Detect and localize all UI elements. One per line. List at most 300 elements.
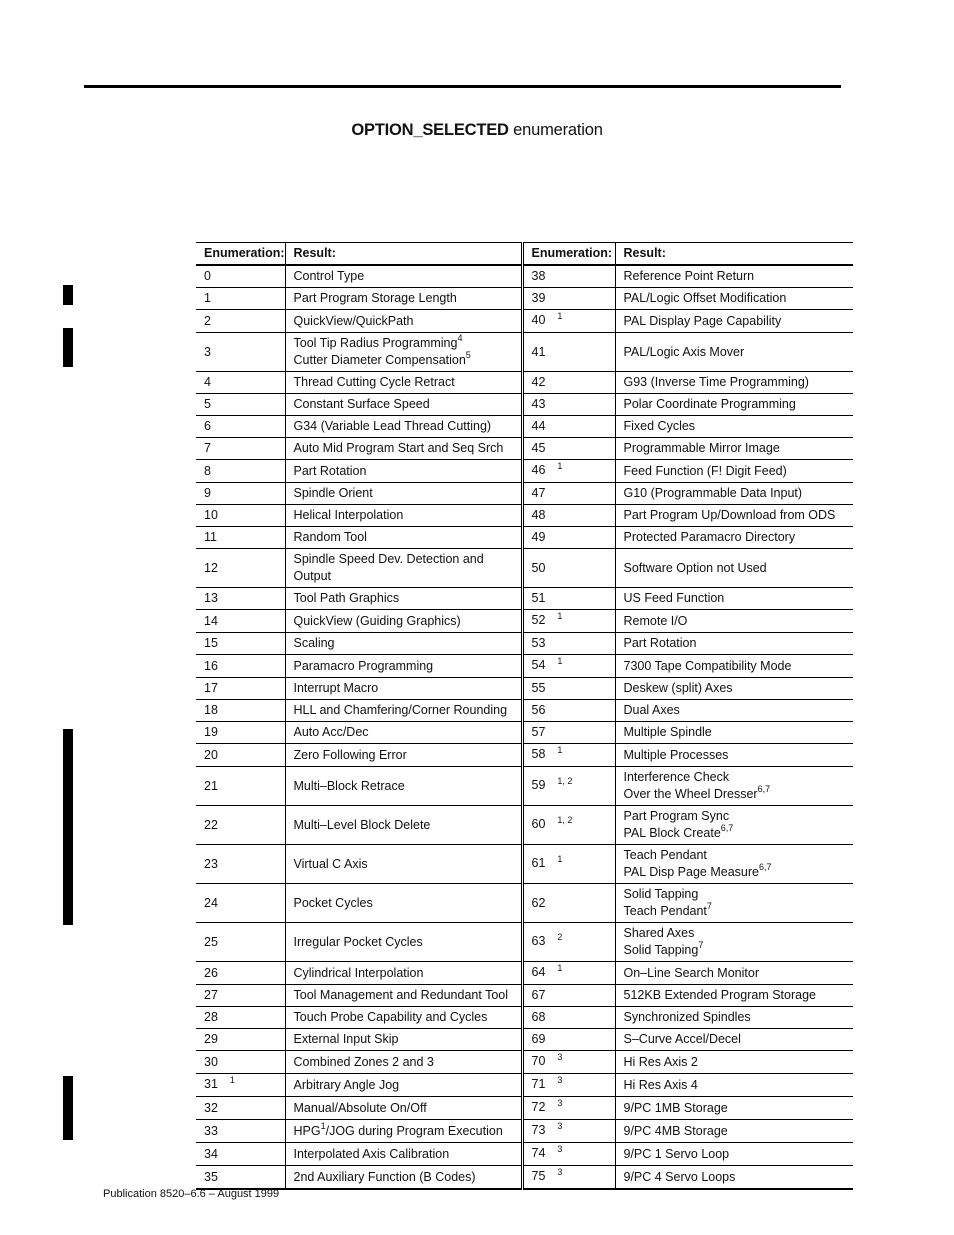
footnote-ref: 7 bbox=[706, 901, 712, 911]
enumeration-cell bbox=[196, 767, 285, 806]
result-line bbox=[294, 485, 513, 502]
enumeration-table bbox=[196, 242, 853, 1190]
result-cell bbox=[615, 806, 853, 845]
result-line bbox=[294, 1100, 513, 1117]
result-cell bbox=[285, 610, 522, 633]
result-line bbox=[624, 635, 846, 652]
result-text: Feed Function (F! Digit Feed) bbox=[623, 463, 787, 478]
enumeration-cell bbox=[196, 923, 285, 962]
result-cell bbox=[615, 527, 853, 549]
footnote-ref: 3 bbox=[557, 1075, 563, 1085]
result-cell bbox=[615, 372, 853, 394]
enumeration-cell bbox=[522, 722, 615, 744]
enumeration-cell bbox=[196, 1097, 285, 1120]
title-bold: OPTION_SELECTED bbox=[351, 121, 509, 139]
result-text: Part Program Sync bbox=[623, 809, 730, 823]
table-row bbox=[196, 588, 853, 610]
result-cell bbox=[615, 678, 853, 700]
footnote-ref: 1 bbox=[229, 1075, 235, 1085]
result-text: Teach Pendant bbox=[623, 904, 707, 918]
result-text: 9/PC 4MB Storage bbox=[623, 1123, 728, 1138]
enumeration-value: 29 bbox=[204, 1032, 218, 1046]
enumeration-value: 15 bbox=[204, 636, 218, 650]
result-cell bbox=[615, 700, 853, 722]
result-text: 9/PC 1 Servo Loop bbox=[623, 1146, 730, 1161]
footnote-ref: 1 bbox=[557, 461, 563, 471]
change-bar bbox=[63, 1076, 73, 1140]
result-line bbox=[294, 418, 513, 435]
result-cell bbox=[285, 438, 522, 460]
table-row bbox=[196, 333, 853, 372]
result-line bbox=[624, 1169, 846, 1186]
result-cell bbox=[615, 1007, 853, 1029]
enumeration-cell bbox=[522, 962, 615, 985]
enumeration-cell bbox=[196, 372, 285, 394]
result-line bbox=[624, 903, 846, 920]
result-cell bbox=[285, 1051, 522, 1074]
result-line bbox=[624, 374, 846, 391]
enumeration-cell bbox=[196, 1007, 285, 1029]
result-line bbox=[624, 290, 846, 307]
result-line bbox=[624, 1123, 846, 1140]
result-text: Part Rotation bbox=[623, 636, 697, 650]
result-text: On–Line Search Monitor bbox=[623, 965, 759, 980]
table-row bbox=[196, 527, 853, 549]
result-text: Multiple Spindle bbox=[623, 725, 712, 739]
enumeration-value: 57 bbox=[531, 725, 546, 739]
result-cell bbox=[615, 288, 853, 310]
enumeration-value: 20 bbox=[204, 747, 218, 762]
footnote-ref: 1 bbox=[320, 1120, 326, 1131]
table-row bbox=[196, 483, 853, 505]
enumeration-cell bbox=[522, 845, 615, 884]
enumeration-value: 53 bbox=[531, 636, 546, 650]
result-text: Polar Coordinate Programming bbox=[623, 397, 796, 411]
result-line bbox=[624, 268, 846, 285]
enumeration-value: 10 bbox=[204, 508, 218, 522]
enumeration-cell bbox=[196, 483, 285, 505]
result-line bbox=[624, 680, 846, 697]
result-line bbox=[624, 847, 846, 864]
result-text: Spindle Speed Dev. Detection and Output bbox=[293, 552, 484, 583]
result-cell bbox=[285, 744, 522, 767]
result-line bbox=[294, 747, 513, 764]
result-text: QuickView/QuickPath bbox=[293, 313, 414, 328]
footnote-ref: 1 bbox=[557, 611, 563, 621]
enumeration-value: 9 bbox=[204, 486, 211, 500]
page-title bbox=[0, 121, 954, 140]
publication-footer: Publication 8520–6.6 – August 1999 bbox=[103, 1188, 280, 1200]
footnote-ref: 3 bbox=[557, 1052, 563, 1062]
result-line bbox=[624, 724, 846, 741]
enumeration-cell bbox=[196, 610, 285, 633]
enumeration-value: 70 bbox=[531, 1054, 546, 1068]
enumeration-cell bbox=[522, 1143, 615, 1166]
enumeration-cell bbox=[196, 678, 285, 700]
result-text: Hi Res Axis 2 bbox=[623, 1054, 698, 1069]
table-row bbox=[196, 744, 853, 767]
result-text: QuickView (Guiding Graphics) bbox=[293, 613, 461, 628]
header-result: Result: bbox=[615, 243, 853, 266]
enumeration-value: 16 bbox=[204, 658, 218, 673]
result-text: 512KB Extended Program Storage bbox=[623, 988, 816, 1002]
table-row bbox=[196, 985, 853, 1007]
table-row bbox=[196, 678, 853, 700]
enumeration-cell bbox=[522, 1029, 615, 1051]
result-text: Part Rotation bbox=[293, 463, 367, 478]
result-cell bbox=[615, 767, 853, 806]
result-line bbox=[294, 440, 513, 457]
enumeration-value: 60 bbox=[531, 817, 546, 831]
result-line bbox=[624, 769, 846, 786]
enumeration-cell bbox=[522, 438, 615, 460]
result-text: Interrupt Macro bbox=[293, 681, 379, 695]
result-text: Fixed Cycles bbox=[623, 419, 696, 433]
result-text: Tool Path Graphics bbox=[293, 591, 400, 605]
enumeration-value: 13 bbox=[204, 591, 218, 605]
result-text: PAL Disp Page Measure bbox=[623, 865, 759, 879]
footnote-ref: 2 bbox=[557, 932, 563, 942]
footnote-ref: 6,7 bbox=[757, 784, 771, 794]
result-line bbox=[624, 1077, 846, 1094]
enumeration-value: 3 bbox=[204, 344, 211, 359]
result-text: Teach Pendant bbox=[623, 848, 707, 862]
enumeration-cell bbox=[522, 333, 615, 372]
result-text: External Input Skip bbox=[293, 1032, 399, 1046]
result-text: Deskew (split) Axes bbox=[623, 681, 733, 695]
enumeration-cell bbox=[522, 655, 615, 678]
enumeration-value: 33 bbox=[204, 1123, 218, 1138]
enumeration-cell bbox=[196, 333, 285, 372]
enumeration-value: 0 bbox=[204, 269, 211, 283]
result-line bbox=[294, 374, 513, 391]
result-line bbox=[624, 418, 846, 435]
result-cell bbox=[285, 655, 522, 678]
result-text: Multi–Level Block Delete bbox=[293, 817, 431, 832]
result-line bbox=[294, 396, 513, 413]
result-line bbox=[624, 786, 846, 803]
result-line bbox=[294, 313, 513, 330]
enumeration-value: 73 bbox=[531, 1123, 546, 1137]
result-line bbox=[624, 987, 846, 1004]
enumeration-cell bbox=[522, 700, 615, 722]
table-row bbox=[196, 394, 853, 416]
result-cell bbox=[285, 923, 522, 962]
result-line bbox=[624, 313, 846, 330]
enumeration-cell bbox=[196, 722, 285, 744]
enumeration-value: 41 bbox=[531, 344, 546, 359]
result-cell bbox=[285, 722, 522, 744]
enumeration-value: 62 bbox=[531, 895, 546, 910]
result-line bbox=[624, 529, 846, 546]
enumeration-cell bbox=[522, 1120, 615, 1143]
result-cell bbox=[285, 985, 522, 1007]
result-cell bbox=[285, 700, 522, 722]
result-cell bbox=[285, 549, 522, 588]
result-cell bbox=[615, 1074, 853, 1097]
result-cell bbox=[285, 527, 522, 549]
enumeration-value: 51 bbox=[531, 591, 546, 605]
enumeration-value: 2 bbox=[204, 313, 211, 328]
enumeration-value: 11 bbox=[204, 530, 217, 544]
table-row bbox=[196, 700, 853, 722]
enumeration-cell bbox=[522, 505, 615, 527]
enumeration-cell bbox=[522, 1074, 615, 1097]
enumeration-cell bbox=[522, 1097, 615, 1120]
result-text: Virtual C Axis bbox=[293, 856, 368, 871]
enumeration-cell bbox=[196, 416, 285, 438]
result-text: PAL/Logic Offset Modification bbox=[623, 291, 787, 305]
result-cell bbox=[615, 588, 853, 610]
footnote-ref: 3 bbox=[557, 1167, 563, 1177]
result-line bbox=[294, 335, 513, 352]
result-line bbox=[294, 658, 513, 675]
enumeration-value: 74 bbox=[531, 1146, 546, 1160]
result-cell bbox=[285, 288, 522, 310]
result-cell bbox=[615, 1143, 853, 1166]
enumeration-value: 71 bbox=[531, 1077, 546, 1091]
enumeration-value: 56 bbox=[531, 703, 546, 717]
footnote-ref: 6,7 bbox=[759, 862, 772, 872]
result-cell bbox=[615, 333, 853, 372]
enumeration-cell bbox=[196, 845, 285, 884]
result-line bbox=[624, 590, 846, 607]
table-row bbox=[196, 806, 853, 845]
result-text: Irregular Pocket Cycles bbox=[293, 934, 423, 949]
footnote-ref: 4 bbox=[457, 333, 463, 343]
result-text: HLL and Chamfering/Corner Rounding bbox=[293, 703, 508, 717]
table-row bbox=[196, 1143, 853, 1166]
enumeration-cell bbox=[522, 394, 615, 416]
result-cell bbox=[285, 1029, 522, 1051]
table-header-row bbox=[196, 243, 853, 266]
result-cell bbox=[615, 438, 853, 460]
result-cell bbox=[615, 1166, 853, 1190]
table-row bbox=[196, 416, 853, 438]
table-row bbox=[196, 722, 853, 744]
table-row bbox=[196, 310, 853, 333]
footnote-ref: 1, 2 bbox=[557, 815, 573, 825]
enumeration-cell bbox=[196, 288, 285, 310]
enumeration-cell bbox=[522, 923, 615, 962]
title-rest: enumeration bbox=[508, 121, 603, 139]
enumeration-value: 47 bbox=[531, 486, 546, 500]
table-row bbox=[196, 372, 853, 394]
result-text: Combined Zones 2 and 3 bbox=[293, 1054, 434, 1069]
table-row bbox=[196, 438, 853, 460]
enumeration-value: 54 bbox=[531, 658, 546, 672]
enumeration-cell bbox=[522, 460, 615, 483]
table-row bbox=[196, 1074, 853, 1097]
result-text: 7300 Tape Compatibility Mode bbox=[623, 658, 792, 673]
result-cell bbox=[285, 1120, 522, 1143]
result-line bbox=[294, 590, 513, 607]
footnote-ref: 5 bbox=[465, 350, 471, 360]
enumeration-cell bbox=[196, 806, 285, 845]
result-cell bbox=[285, 505, 522, 527]
enumeration-cell bbox=[196, 655, 285, 678]
result-cell bbox=[285, 767, 522, 806]
enumeration-value: 55 bbox=[531, 681, 546, 695]
result-cell bbox=[615, 310, 853, 333]
result-line bbox=[294, 987, 513, 1004]
enumeration-cell bbox=[522, 610, 615, 633]
result-text: PAL/Logic Axis Mover bbox=[623, 344, 745, 359]
enumeration-value: 8 bbox=[204, 463, 211, 478]
result-line bbox=[624, 864, 846, 881]
result-line bbox=[294, 529, 513, 546]
result-text: Constant Surface Speed bbox=[293, 397, 430, 411]
table-row bbox=[196, 1051, 853, 1074]
result-line bbox=[624, 942, 846, 959]
table-row bbox=[196, 1120, 853, 1143]
result-text: Helical Interpolation bbox=[293, 508, 404, 522]
result-text: Reference Point Return bbox=[623, 269, 755, 283]
enumeration-value: 46 bbox=[531, 463, 546, 477]
result-line bbox=[624, 1054, 846, 1071]
enumeration-cell bbox=[522, 806, 615, 845]
result-cell bbox=[285, 884, 522, 923]
result-text: Synchronized Spindles bbox=[623, 1010, 751, 1024]
enumeration-cell bbox=[196, 985, 285, 1007]
enumeration-value: 22 bbox=[204, 817, 218, 832]
enumeration-cell bbox=[196, 310, 285, 333]
enumeration-cell bbox=[196, 700, 285, 722]
result-cell bbox=[615, 416, 853, 438]
enumeration-cell bbox=[522, 310, 615, 333]
enumeration-value: 68 bbox=[531, 1010, 546, 1024]
result-line bbox=[624, 1031, 846, 1048]
result-line bbox=[294, 290, 513, 307]
table-row bbox=[196, 460, 853, 483]
result-text: Tool Tip Radius Programming bbox=[293, 336, 458, 350]
result-cell bbox=[615, 845, 853, 884]
enumeration-value: 19 bbox=[204, 725, 218, 739]
result-text: G34 (Variable Lead Thread Cutting) bbox=[293, 419, 492, 433]
result-cell bbox=[615, 985, 853, 1007]
result-line bbox=[294, 551, 513, 585]
enumeration-value: 31 bbox=[204, 1077, 218, 1091]
result-line bbox=[624, 747, 846, 764]
enumeration-cell bbox=[522, 744, 615, 767]
result-cell bbox=[615, 923, 853, 962]
table-row bbox=[196, 884, 853, 923]
result-line bbox=[294, 1169, 513, 1186]
result-line bbox=[294, 1009, 513, 1026]
result-cell bbox=[615, 884, 853, 923]
result-cell bbox=[285, 588, 522, 610]
result-text: Dual Axes bbox=[623, 703, 680, 717]
table-row bbox=[196, 288, 853, 310]
result-line bbox=[294, 817, 513, 834]
enumeration-value: 23 bbox=[204, 856, 218, 871]
result-text: 2nd Auxiliary Function (B Codes) bbox=[293, 1169, 476, 1184]
change-bar bbox=[63, 328, 73, 367]
result-text: 9/PC 1MB Storage bbox=[623, 1100, 728, 1115]
change-bar bbox=[63, 729, 73, 925]
result-line bbox=[294, 702, 513, 719]
result-text: Arbitrary Angle Jog bbox=[293, 1077, 400, 1092]
result-cell bbox=[615, 633, 853, 655]
result-line bbox=[624, 463, 846, 480]
result-line bbox=[294, 352, 513, 369]
footnote-ref: 3 bbox=[557, 1121, 563, 1131]
enumeration-value: 5 bbox=[204, 397, 211, 411]
result-text: Auto Acc/Dec bbox=[293, 725, 369, 739]
result-text: Paramacro Programming bbox=[293, 658, 434, 673]
footnote-ref: 1 bbox=[557, 656, 563, 666]
enumeration-value: 25 bbox=[204, 934, 218, 949]
result-cell bbox=[615, 483, 853, 505]
result-line bbox=[624, 440, 846, 457]
result-text: Pocket Cycles bbox=[293, 895, 373, 910]
result-cell bbox=[615, 722, 853, 744]
enumeration-value: 4 bbox=[204, 375, 211, 389]
result-cell bbox=[285, 1074, 522, 1097]
enumeration-cell bbox=[196, 884, 285, 923]
result-line bbox=[294, 680, 513, 697]
enumeration-cell bbox=[196, 505, 285, 527]
table-row bbox=[196, 1007, 853, 1029]
table-row bbox=[196, 505, 853, 527]
result-cell bbox=[285, 394, 522, 416]
result-line bbox=[624, 507, 846, 524]
result-cell bbox=[615, 962, 853, 985]
result-cell bbox=[285, 265, 522, 288]
footnote-ref: 1, 2 bbox=[557, 776, 573, 786]
result-cell bbox=[615, 655, 853, 678]
result-line bbox=[624, 396, 846, 413]
enumeration-cell bbox=[196, 394, 285, 416]
enumeration-value: 12 bbox=[204, 560, 218, 575]
result-text: PAL Block Create bbox=[623, 826, 721, 840]
result-line bbox=[624, 560, 846, 577]
result-text: Hi Res Axis 4 bbox=[623, 1077, 698, 1092]
footnote-ref: 1 bbox=[557, 745, 563, 755]
result-text: US Feed Function bbox=[623, 591, 725, 605]
result-line bbox=[624, 613, 846, 630]
result-line bbox=[294, 1054, 513, 1071]
result-line bbox=[294, 613, 513, 630]
result-line bbox=[624, 344, 846, 361]
result-text: Part Program Up/Download from ODS bbox=[623, 508, 836, 522]
result-text: Programmable Mirror Image bbox=[623, 441, 780, 455]
enumeration-cell bbox=[196, 744, 285, 767]
header-enumeration: Enumeration: bbox=[196, 243, 285, 266]
change-bar bbox=[63, 285, 73, 305]
result-cell bbox=[615, 1120, 853, 1143]
result-cell bbox=[285, 372, 522, 394]
result-cell bbox=[285, 1097, 522, 1120]
enumeration-value: 52 bbox=[531, 613, 546, 627]
enumeration-cell bbox=[196, 1120, 285, 1143]
footnote-ref: 3 bbox=[557, 1144, 563, 1154]
top-rule bbox=[84, 85, 841, 88]
result-text: Cylindrical Interpolation bbox=[293, 965, 424, 980]
enumeration-value: 69 bbox=[531, 1032, 546, 1046]
enumeration-cell bbox=[522, 588, 615, 610]
result-line bbox=[294, 507, 513, 524]
result-cell bbox=[285, 1166, 522, 1190]
enumeration-value: 30 bbox=[204, 1054, 218, 1069]
result-cell bbox=[285, 806, 522, 845]
footnote-ref: 1 bbox=[557, 854, 563, 864]
result-line bbox=[624, 658, 846, 675]
enumeration-cell bbox=[522, 985, 615, 1007]
result-line bbox=[294, 1077, 513, 1094]
enumeration-cell bbox=[196, 633, 285, 655]
result-text: PAL Display Page Capability bbox=[623, 313, 782, 328]
